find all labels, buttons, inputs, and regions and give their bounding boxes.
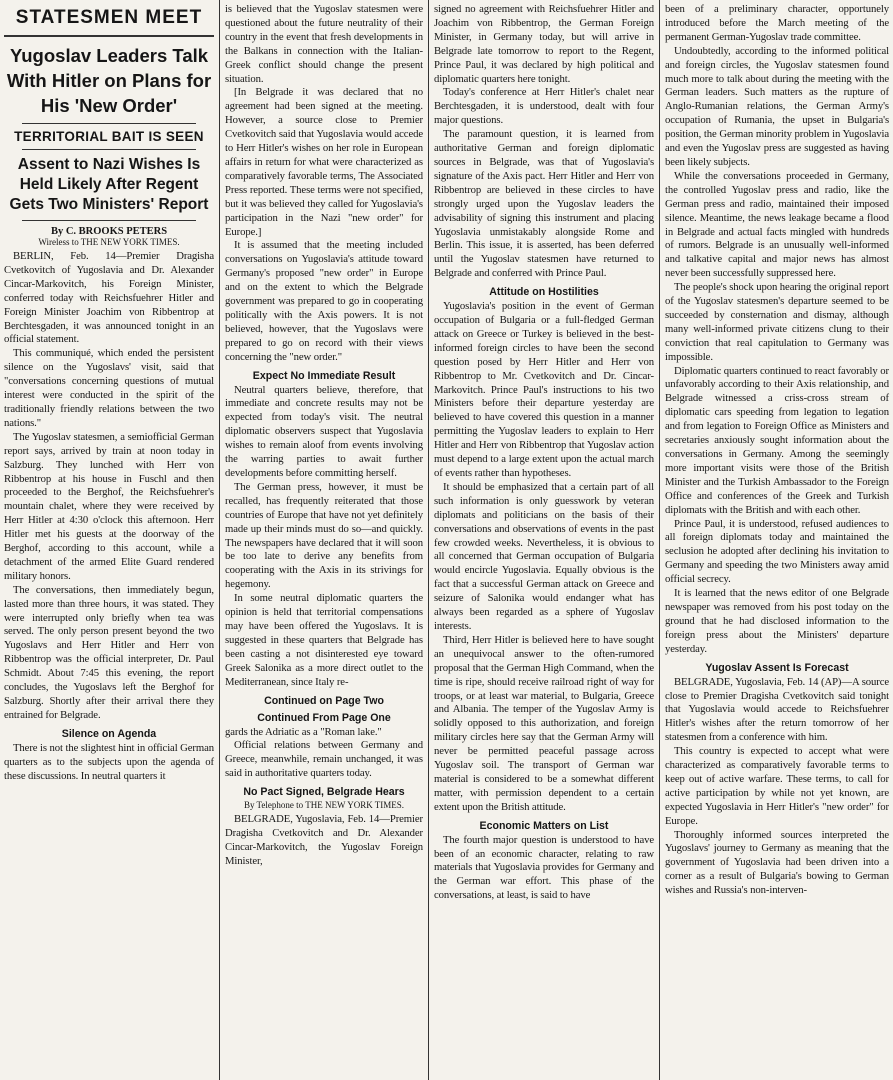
paragraph: This country is expected to accept what were characterized as comparatively favorable terms to keep out of active warfare. These terms, to call for active participation by while not yet known, are expected Yugoslavia in Herr Hitler's "new order" for Europe. <box>665 745 889 827</box>
divider <box>22 123 196 124</box>
subheading: Economic Matters on List <box>479 819 609 832</box>
paragraph: Neutral quarters believe, therefore, that immediate and concrete results may not be expected from today's visit. The neutral diplomatic observers suspect that Yugoslavia wishes to remain aloof from events involving the warring parties to await further developments before committing herself. <box>225 383 423 479</box>
paragraph: This communiqué, which ended the persistent silence on the Yugoslavs' visit, said that "conversations concerning questions of mutual interest were conducted in the spirit of the traditionally friendly relations between the two nations." <box>4 347 214 429</box>
subheading: Attitude on Hostilities <box>489 286 599 299</box>
paragraph: Third, Herr Hitler is believed here to have sought an unequivocal answer to the often-rumored proposal that the German High Command, when the time is ripe, should receive railroad right of way for troops, or at least war material, to Bulgaria, Greece and Albania. The temper of the Yugoslav Army is solidly opposed to this authorization, and foreign military circles here say that the German Army will never be permitted peaceful passage across Yugoslav soil. The transport of German war material is considered to be a somewhat different matter, with permission dependent to a certain extent upon the British attitude. <box>434 633 654 813</box>
dateline-credit: Wireless to THE NEW YORK TIMES. <box>38 237 180 247</box>
paragraph: BELGRADE, Yugoslavia, Feb. 14—Premier Dragisha Cvetkovitch and Dr. Alexander Cincar-Markovitch, the Yugoslav Foreign Minister, <box>225 813 423 867</box>
paragraph: It is assumed that the meeting included conversations on Yugoslavia's attitude toward Germany's proposed "new order" in Europe and on the extent to which the Belgrade government was prepared to go in cooperating politically with the Axis powers. It is not believed, however, that the Yugoslavs were prepared to go on record with their views concerning the "new order." <box>225 239 423 363</box>
bracketed-paragraph: [In Belgrade it was declared that no agreement had been signed at the meeting. However, a source close to Premier Cvetkovitch said that Yugoslavia would accede to Herr Hitler's wishes on her role in European affairs in return for what were characterized as comparatively favorable terms, The Associated Press reported. These terms were not specified, but it was believed they called for Yugoslavia's participation in the Nazi "new order" for Europe.] <box>225 86 423 238</box>
jump-line: Continued on Page Two <box>264 694 384 707</box>
headline-main: Yugoslav Leaders Talk With Hitler on Plans for His 'New Order' <box>6 45 212 116</box>
divider <box>22 149 196 150</box>
paragraph: Yugoslavia's position in the event of German occupation of Bulgaria or a full-fledged German attack on Greece or Turkey is believed in the best-informed foreign circles to have been the second question posed by Herr Hitler and Herr von Ribbentrop to Mr. Cvetkovitch and Dr. Cincar-Markovitch. Prince Paul's instructions to his two Ministers before their departure yesterday are believed to have covered this question in a manner permitting the Yugoslav leaders to explain to Herr Hitler and Herr von Ribbentrop that Yugoslav action must depend to a large extent upon the actual march of events rather than hypotheses. <box>434 300 654 479</box>
column-4 <box>661 0 893 1080</box>
paragraph: The people's shock upon hearing the original report of the Yugoslav statesmen's departure seemed to be succeeded by consternation and dismay, although many well-informed private citizens clung to their conviction that real capitulation to Germany was impossible. <box>665 281 889 363</box>
dateline-credit: By Telephone to THE NEW YORK TIMES. <box>243 800 405 811</box>
subheading: Silence on Agenda <box>61 727 157 740</box>
headline-deck-1: TERRITORIAL BAIT IS SEEN <box>14 129 204 144</box>
paragraph: Undoubtedly, according to the informed political and foreign circles, the Yugoslav statesmen found much more to talk about during the meeting with the German leaders. Such matters as the rupture of Anglo-Rumanian relations, the German Army's occupation of Rumania, the upset in Bulgaria's position, the German minority problem in Yugoslavia and even the Yugoslav press are suggested as having been likely subjects. <box>665 44 889 168</box>
column-rule <box>428 0 429 1080</box>
column-1 <box>0 0 218 1080</box>
paragraph: is believed that the Yugoslav statesmen were questioned about the future neutrality of their country in the event that fresh developments in the Balkans in connection with the Italian-Greek conflict should change the present situation. <box>225 3 423 85</box>
column-3 <box>430 0 658 1080</box>
paragraph: The paramount question, it is learned from authoritative German and foreign diplomatic sources in Belgrade, was that of Yugoslavia's signature of the Axis pact. Herr Hitler and Herr von Ribbentrop are believed in these circles to have strongly urged upon the Yugoslav leaders the advisability of signing this instrument and placing Yugoslavia unmistakably alongside Rome and Berlin. This issue, it is asserted, has been deferred until the Yugoslav statesmen have returned to Belgrade and conferred with Prince Paul. <box>434 128 654 280</box>
headline-top: STATESMEN MEET <box>15 7 203 28</box>
column-rule <box>659 0 660 1080</box>
paragraph: The fourth major question is understood to have been of an economic character, relating to raw materials that Yugoslavia provides for Germany and the German war effort. This phase of the conversations, at least, is said to have <box>434 833 654 902</box>
column-rule <box>219 0 220 1080</box>
paragraph: BELGRADE, Yugoslavia, Feb. 14 (AP)—A source close to Premier Dragisha Cvetkovitch said tonight that Yugoslavia would accede to Reichsfuehrer Hitler's wishes after the return tomorrow of her statesmen from a conference with him. <box>665 675 889 744</box>
paragraph: signed no agreement with Reichsfuehrer Hitler and Joachim von Ribbentrop, the German Foreign Minister, in Germany today, but will arrive in Belgrade late tomorrow to report to the Regent, Prince Paul, it was declared by high political and diplomatic quarters here tonight. <box>434 3 654 85</box>
paragraph: BERLIN, Feb. 14—Premier Dragisha Cvetkovitch of Yugoslavia and Dr. Alexander Cincar-Markovitch, his Foreign Minister, conferred today with Reichsfuehrer Hitler and Foreign Minister Joachim von Ribbentrop at Berchtesgaden, it was announced tonight in an official statement. <box>4 250 214 346</box>
subheading: Yugoslav Assent Is Forecast <box>705 661 849 674</box>
paragraph: In some neutral diplomatic quarters the opinion is held that territorial compensations may have been offered the Yugoslavs. It is suggested in these quarters that Belgrade has been casting a not disinterested eye toward Greek Salonika as a more direct outlet to the Mediterranean, since Italy re- <box>225 592 423 688</box>
paragraph: The German press, however, it must be recalled, has frequently reiterated that those countries of Europe that have not yet definitely made up their minds must do so—and quickly. The newspapers have declared that it will soon be too late to derive any benefits from cooperating with the Axis in its strivings for hegemony. <box>225 480 423 591</box>
paragraph: There is not the slightest hint in official German quarters as to the subjects upon the agenda of these discussions. In neutral quarters it <box>4 741 214 782</box>
divider <box>4 35 214 37</box>
paragraph: It is learned that the news editor of one Belgrade newspaper was removed from his post today on the ground that he had disclosed information to the foreign press about the Ministers' departure yesterday. <box>665 587 889 655</box>
paragraph: Prince Paul, it is understood, refused audiences to all foreign diplomats today and maintained the seclusion he adopted after declining his invitation to Germany and speeding the two Ministers away amid official secrecy. <box>665 517 889 586</box>
paragraph: While the conversations proceeded in Germany, the controlled Yugoslav press and radio, like the German press and radio, maintained their imposed silence. Meantime, the news leakage became a flood in Belgrade and actual facts mingled with hundreds of rumors. Belgrade is an unusually well-informed and talkative capital and major news has almost never been successfully suppressed here. <box>665 169 889 280</box>
paragraph: It should be emphasized that a certain part of all such information is only guesswork by veteran diplomats and politicians on the basis of their conversations and observations of events in the past few crowded weeks. Nevertheless, it is obvious to all concerned that German occupation of Bulgaria would encircle Yugoslavia. Equally obvious is the fact that a successful German attack on Greece and seizure of Salonika would endanger what has always been regarded as a sphere of Yugoslav interests. <box>434 480 654 632</box>
paragraph: The Yugoslav statesmen, a semiofficial German report says, arrived by train at noon today in Salzburg. They lunched with Herr von Ribbentrop at his house in Fuschl and then proceeded to the Berghof, the Reichsfuehrer's mountain chalet, where they were received by Herr Hitler at 4:30 o'clock this afternoon. Herr Hitler met his guests at the doorway of the Berghof, according to this account, while a detachment of the armed Elite Guard rendered military honors. <box>4 430 214 582</box>
column-2 <box>221 0 427 1080</box>
subheading: No Pact Signed, Belgrade Hears <box>243 786 405 799</box>
paragraph: gards the Adriatic as a "Roman lake." <box>225 725 382 738</box>
headline-deck-2: Assent to Nazi Wishes Is Held Likely After Regent Gets Two Ministers' Report <box>9 156 209 213</box>
paragraph: been of a preliminary character, opportunely introduced before the March meeting of the permanent German-Yugoslav trade committee. <box>665 3 889 43</box>
byline: By C. BROOKS PETERS <box>50 226 168 237</box>
divider <box>22 220 196 221</box>
paragraph: Today's conference at Herr Hitler's chalet near Berchtesgaden, it is understood, dealt with four major questions. <box>434 86 654 127</box>
paragraph: Thoroughly informed sources interpreted the Yugoslavs' journey to Germany as meaning that the government of Yugoslavia had been driven into a corner as a result of Bulgaria's bowing to German wishes and Russia's non-interven- <box>665 828 889 897</box>
jump-line: Continued From Page One <box>257 711 391 724</box>
subheading: Expect No Immediate Result <box>252 369 396 382</box>
paragraph: Diplomatic quarters continued to react favorably or unfavorably according to their Axis relationship, and Belgrade witnessed a criss-cross stream of diplomatic cars speeding from legation to legation and from legation to Foreign Office as Ministers and secretaries anxiously sought information about the conversations in Germany. Among the seemingly more important visits were those of the British Minister and the Turkish Ambassador to the Foreign Office and conferences of the Greek and Turkish diplomats with the British and with each other. <box>665 364 889 516</box>
paragraph: Official relations between Germany and Greece, meanwhile, remain unchanged, it was said in authoritative quarters today. <box>225 739 423 780</box>
paragraph: The conversations, then immediately begun, lasted more than three hours, it was stated. They were interrupted only briefly when tea was served. The only person present beyond the two Yugoslavs and Herr Hitler and Herr von Ribbentrop was the official interpreter, Dr. Paul Schmidt. About 7:45 this evening, the report concludes, the Yugoslavs left the Berghof for Salzburg. Shortly after their arrival there they entrained for Belgrade. <box>4 583 214 721</box>
